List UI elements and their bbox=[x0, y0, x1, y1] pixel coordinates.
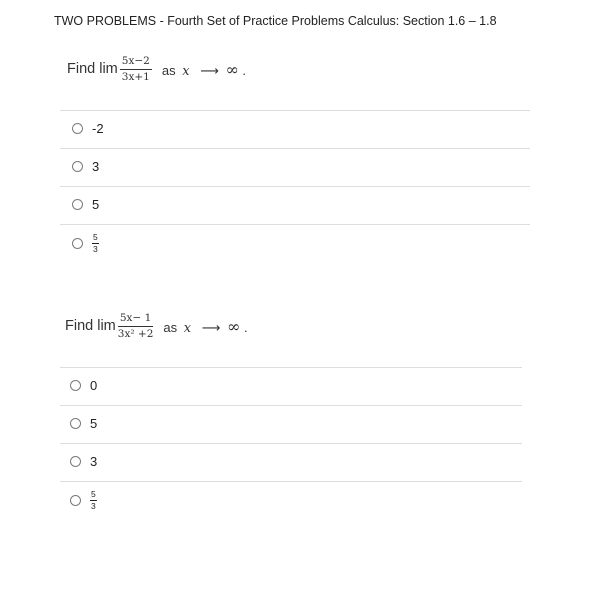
answer-option[interactable] bbox=[72, 121, 104, 136]
option-label: 3 bbox=[90, 454, 98, 469]
divider bbox=[60, 481, 522, 482]
radio-button[interactable] bbox=[70, 418, 81, 429]
option-label: 5 bbox=[92, 197, 100, 212]
divider bbox=[60, 224, 530, 225]
limit-condition bbox=[163, 317, 247, 336]
divider bbox=[60, 110, 530, 111]
radio-button[interactable] bbox=[70, 495, 81, 506]
fraction-denominator: 3x² +2 bbox=[117, 327, 154, 340]
option-label: 5 bbox=[90, 416, 98, 431]
variable: x bbox=[182, 63, 190, 79]
answer-option[interactable] bbox=[70, 416, 97, 431]
option-label: 3 bbox=[92, 159, 100, 174]
radio-button[interactable] bbox=[70, 456, 81, 467]
radio-button[interactable] bbox=[72, 238, 83, 249]
answer-option[interactable] bbox=[72, 159, 99, 174]
divider bbox=[60, 405, 522, 406]
arrow-icon: ⟶ bbox=[201, 320, 221, 336]
limit-fraction bbox=[118, 313, 154, 339]
divider bbox=[60, 443, 522, 444]
answer-option[interactable] bbox=[72, 197, 99, 212]
question-prefix: Find lim bbox=[65, 318, 116, 334]
page-title: TWO PROBLEMS - Fourth Set of Practice Problems Calculus: Section 1.6 – 1.8 bbox=[54, 14, 497, 28]
option-fraction bbox=[92, 233, 99, 253]
infinity-symbol: ∞ bbox=[225, 59, 239, 79]
question-2-prompt bbox=[65, 313, 248, 339]
variable: x bbox=[183, 320, 192, 336]
question-1-prompt bbox=[67, 56, 246, 82]
infinity-symbol: ∞ bbox=[227, 316, 241, 336]
period: . bbox=[242, 62, 247, 78]
divider bbox=[60, 186, 530, 187]
arrow-icon: ⟶ bbox=[200, 63, 219, 79]
fraction-numerator: 5x− 1 bbox=[118, 313, 153, 327]
option-label: 0 bbox=[90, 378, 98, 393]
option-label: -2 bbox=[92, 121, 104, 136]
fraction-denominator: 3x+1 bbox=[121, 70, 150, 83]
answer-option[interactable] bbox=[70, 454, 97, 469]
option-fraction-denominator: 3 bbox=[93, 243, 98, 254]
period: . bbox=[243, 319, 248, 335]
as-text: as bbox=[161, 62, 176, 78]
question-prefix: Find lim bbox=[67, 61, 118, 77]
option-fraction-numerator: 5 bbox=[93, 232, 98, 242]
answer-option[interactable] bbox=[70, 490, 97, 510]
as-text: as bbox=[163, 319, 178, 335]
radio-button[interactable] bbox=[70, 380, 81, 391]
radio-button[interactable] bbox=[72, 161, 83, 172]
answer-option[interactable] bbox=[70, 378, 97, 393]
fraction-numerator: 5x−2 bbox=[120, 56, 152, 70]
answer-option[interactable] bbox=[72, 233, 99, 253]
radio-button[interactable] bbox=[72, 123, 83, 134]
option-fraction-denominator: 3 bbox=[91, 500, 96, 511]
radio-button[interactable] bbox=[72, 199, 83, 210]
limit-fraction bbox=[120, 56, 152, 82]
divider bbox=[60, 148, 530, 149]
divider bbox=[60, 367, 522, 368]
limit-condition bbox=[162, 60, 246, 79]
option-fraction-numerator: 5 bbox=[91, 489, 96, 499]
option-fraction bbox=[90, 490, 97, 510]
